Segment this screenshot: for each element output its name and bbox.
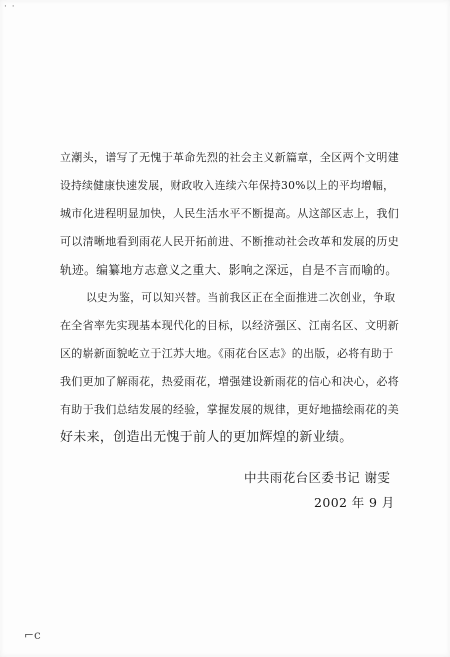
paragraph2-line-5: 有助于我们总结发展的经验，掌握发展的规律，更好地描绘雨花的美 (60, 403, 399, 416)
signature-date: 2002 年 9 月 (314, 495, 395, 510)
paragraph2-line-6: 好未来，创造出无愧于前人的更加辉煌的新业绩。 (60, 430, 353, 445)
paragraph2-line-1: 以史为鉴，可以知兴替。当前我区正在全面推进二次创业，争取 (86, 291, 396, 304)
paragraph1-line-4: 可以清晰地看到雨花人民开拓前进、不断推动社会改革和发展的历史 (60, 235, 399, 248)
paragraph2-line-3: 区的崭新面貌屹立于江苏大地。《雨花台区志》的出版，必将有助于 (60, 347, 394, 360)
paragraph2-line-2: 在全省率先实现基本现代化的目标，以经济强区、江南名区、文明新 (60, 319, 399, 332)
paragraph1-line-2: 设持续健康快速发展，财政收入连续六年保持30%以上的平均增幅， (60, 179, 395, 192)
paragraph1-line-5: 轨迹。编纂地方志意义之重大、影响之深远，自是不言而喻的。 (60, 263, 398, 277)
paragraph1-line-1: 立潮头，谱写了无愧于革命先烈的社会主义新篇章，全区两个文明建 (60, 151, 399, 164)
handwritten-mark: ⌐c (24, 628, 41, 642)
signature-author: 中共雨花台区委书记 谢雯 (244, 470, 391, 485)
paragraph2-line-4: 我们更加了解雨花，热爱雨花，增强建设新雨花的信心和决心，必将 (60, 375, 399, 388)
paragraph1-line-3: 城市化进程明显加快，人民生活水平不断提高。从这部区志上，我们 (60, 207, 399, 220)
scan-mark-top: · · (4, 2, 16, 12)
